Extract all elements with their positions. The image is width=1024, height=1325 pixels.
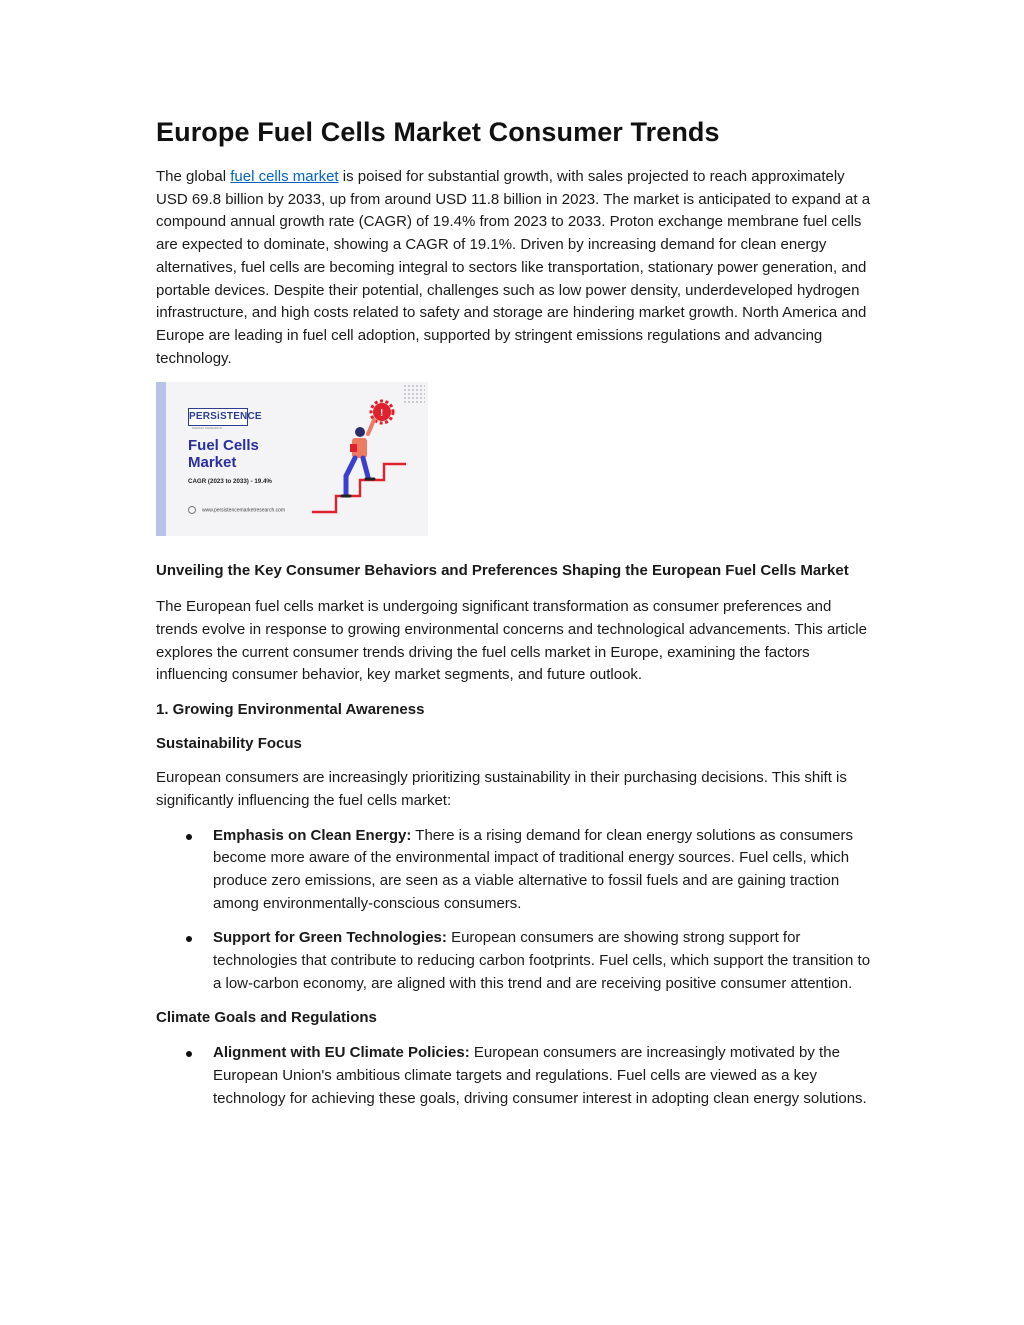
climate-bullet-list: [156, 1042, 872, 1110]
bullet-text: There is a rising demand for clean energy solutions as consumers become more aware of the environmental impact of traditional energy sources. Fuel cells, which produce zero emissions, are seen as a viable alternative to fossil fuels and are gaining traction among environmentally-conscious consumers.: [213, 826, 854, 912]
overview-paragraph: The European fuel cells market is undergoing significant transformation as consumer preferences and trends evolve in response to growing environmental concerns and technological advancements. This article explores the current consumer trends driving the fuel cells market in Europe, examining the factors influencing consumer behavior, key market segments, and future outlook.: [156, 598, 867, 684]
list-item: [156, 825, 872, 916]
stairs-icon: [312, 464, 406, 512]
bullet-text: European consumers are increasingly motivated by the European Union's ambitious climate targets and regulations. Fuel cells are viewed as a key technology for achieving these goals, driving consumer interest in adopting clean energy solutions.: [213, 1044, 867, 1107]
intro-paragraph: [156, 166, 872, 370]
persistence-logo: PERSiSTENCE: [188, 408, 248, 426]
fuel-cells-market-link[interactable]: fuel cells market: [230, 168, 339, 185]
bullet-lead: Support for Green Technologies:: [213, 929, 447, 947]
list-item: [156, 927, 872, 995]
svg-text:!: !: [380, 408, 384, 420]
globe-icon: [188, 506, 196, 514]
page-title: Europe Fuel Cells Market Consumer Trends: [156, 117, 720, 147]
bullet-icon: [186, 834, 192, 840]
subsection-heading-climate-goals: Climate Goals and Regulations: [156, 1009, 377, 1027]
bullet-text: European consumers are showing strong support for technologies that contribute to reducing carbon footprints. Fuel cells, which support the transition to a low-carbon economy, are aligned with this trend and are receiving positive consumer attention.: [213, 929, 871, 992]
person-figure-icon: [342, 420, 374, 496]
bullet-lead: Emphasis on Clean Energy:: [213, 826, 412, 844]
sustainability-bullet-list: [156, 825, 872, 996]
intro-text-after: is poised for substantial growth, with sales projected to reach approximately USD 69.8 billion by 2033, up from around USD 11.8 billion in 2023. The market is anticipated to expand at a compound annual growth rate (CAGR) of 19.4% from 2023 to 2033. Proton exchange membrane fuel cells are expected to dominate, showing a CAGR of 19.1%. Driven by increasing demand for clean energy alternatives, fuel cells are becoming integral to sectors like transportation, stationary power generation, and portable devices. Despite their potential, challenges such as low power density, underdeveloped hydrogen infrastructure, and high costs related to safety and storage are hindering market growth. North America and Europe are leading in fuel cell adoption, supported by stringent emissions regulations and advancing technology.: [156, 168, 871, 367]
article-content: [156, 114, 872, 1111]
list-item: [156, 1042, 872, 1110]
banner-url-text: www.persistencemarketresearch.com: [202, 507, 286, 514]
bullet-icon: [186, 1051, 192, 1057]
intro-text-before: The global: [156, 168, 231, 185]
sustainability-paragraph: European consumers are increasingly prioritizing sustainability in their purchasing decisions. This shift is significantly influencing the fuel cells market:: [156, 769, 847, 809]
banner-title: Fuel Cells Market: [188, 437, 259, 472]
banner-url: [188, 506, 285, 514]
banner-cagr: CAGR (2023 to 2033) - 19.4%: [188, 478, 272, 486]
banner-accent-bar: [156, 382, 166, 536]
subsection-heading-sustainability: Sustainability Focus: [156, 735, 302, 753]
section-subheading: Unveiling the Key Consumer Behaviors and Preferences Shaping the European Fuel Cells Market: [156, 562, 849, 580]
bullet-lead: Alignment with EU Climate Policies:: [213, 1044, 470, 1062]
bullet-icon: [186, 936, 192, 942]
infographic-banner: [156, 382, 428, 536]
section-heading-environmental-awareness: 1. Growing Environmental Awareness: [156, 701, 425, 719]
logo-subtitle: MARKET RESEARCH: [192, 426, 222, 431]
climbing-person-illustration: [306, 398, 426, 536]
